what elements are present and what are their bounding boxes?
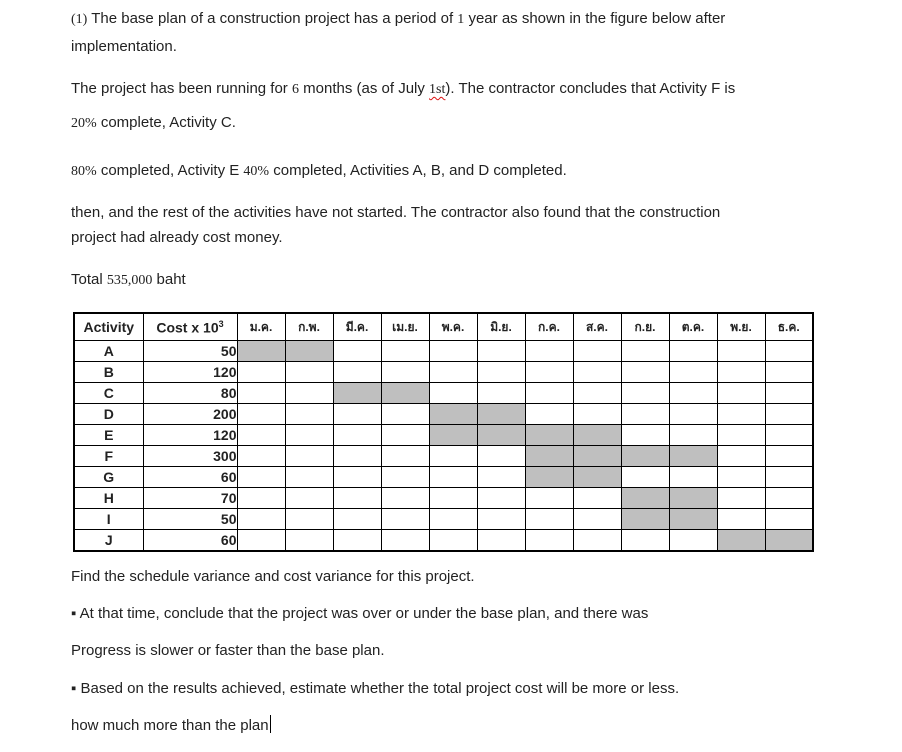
schedule-bar-cell bbox=[429, 425, 477, 446]
schedule-empty-cell bbox=[717, 467, 765, 488]
paragraph-remaining-line2: project had already cost money. bbox=[71, 229, 283, 246]
schedule-empty-cell bbox=[717, 509, 765, 530]
schedule-empty-cell bbox=[381, 404, 429, 425]
header-month-8: ส.ค. bbox=[573, 313, 621, 341]
schedule-empty-cell bbox=[429, 362, 477, 383]
question-estimate-line2[interactable] bbox=[71, 713, 271, 738]
schedule-empty-cell bbox=[237, 467, 285, 488]
activity-cell: J bbox=[74, 530, 143, 552]
schedule-empty-cell bbox=[621, 404, 669, 425]
e-percent: 40% bbox=[243, 164, 270, 179]
cost-cell: 60 bbox=[143, 530, 237, 552]
schedule-empty-cell bbox=[669, 362, 717, 383]
schedule-bar-cell bbox=[621, 488, 669, 509]
cost-cell: 50 bbox=[143, 341, 237, 362]
activity-cell: F bbox=[74, 446, 143, 467]
schedule-bar-cell bbox=[237, 341, 285, 362]
cost-cell: 70 bbox=[143, 488, 237, 509]
intro-text-a: The base plan of a construction project has a period of bbox=[91, 10, 454, 27]
schedule-empty-cell bbox=[429, 341, 477, 362]
cost-cell: 80 bbox=[143, 383, 237, 404]
intro-text-b: year as shown in the figure below after bbox=[468, 10, 726, 27]
schedule-empty-cell bbox=[237, 488, 285, 509]
schedule-empty-cell bbox=[765, 488, 813, 509]
schedule-empty-cell bbox=[333, 530, 381, 552]
schedule-empty-cell bbox=[669, 383, 717, 404]
schedule-bar-cell bbox=[669, 488, 717, 509]
schedule-empty-cell bbox=[333, 341, 381, 362]
schedule-empty-cell bbox=[717, 383, 765, 404]
header-month-3: มี.ค. bbox=[333, 313, 381, 341]
schedule-empty-cell bbox=[429, 383, 477, 404]
schedule-bar-cell bbox=[621, 446, 669, 467]
activity-cell: D bbox=[74, 404, 143, 425]
schedule-empty-cell bbox=[381, 362, 429, 383]
schedule-bar-cell bbox=[525, 425, 573, 446]
activity-cell: C bbox=[74, 383, 143, 404]
schedule-empty-cell bbox=[525, 362, 573, 383]
schedule-empty-cell bbox=[381, 446, 429, 467]
schedule-empty-cell bbox=[621, 341, 669, 362]
schedule-empty-cell bbox=[765, 467, 813, 488]
header-month-4: เม.ย. bbox=[381, 313, 429, 341]
table-row bbox=[74, 509, 813, 530]
schedule-empty-cell bbox=[333, 509, 381, 530]
paragraph-intro-line1 bbox=[71, 6, 725, 32]
schedule-empty-cell bbox=[237, 530, 285, 552]
activity-cell: E bbox=[74, 425, 143, 446]
schedule-empty-cell bbox=[765, 446, 813, 467]
header-cost-exponent: 3 bbox=[218, 318, 224, 329]
cost-cell: 120 bbox=[143, 362, 237, 383]
table-row bbox=[74, 404, 813, 425]
table-row bbox=[74, 488, 813, 509]
schedule-empty-cell bbox=[333, 425, 381, 446]
schedule-empty-cell bbox=[525, 341, 573, 362]
schedule-empty-cell bbox=[429, 467, 477, 488]
schedule-empty-cell bbox=[381, 425, 429, 446]
cost-cell: 300 bbox=[143, 446, 237, 467]
schedule-empty-cell bbox=[477, 530, 525, 552]
date-number: 1st bbox=[429, 82, 446, 97]
total-amount: 535,000 bbox=[106, 273, 153, 288]
schedule-empty-cell bbox=[285, 488, 333, 509]
schedule-empty-cell bbox=[717, 488, 765, 509]
schedule-bar-cell bbox=[573, 446, 621, 467]
question-over-under-line2: Progress is slower or faster than the base plan. bbox=[71, 642, 385, 659]
schedule-empty-cell bbox=[525, 383, 573, 404]
schedule-bar-cell bbox=[381, 383, 429, 404]
header-month-7: ก.ค. bbox=[525, 313, 573, 341]
paragraph-status bbox=[71, 76, 735, 102]
schedule-empty-cell bbox=[765, 362, 813, 383]
status-text-c: ). The contractor concludes that Activity F is bbox=[445, 80, 736, 97]
schedule-empty-cell bbox=[525, 404, 573, 425]
period-number: 1 bbox=[457, 12, 465, 27]
schedule-empty-cell bbox=[765, 404, 813, 425]
header-month-5: พ.ค. bbox=[429, 313, 477, 341]
schedule-empty-cell bbox=[573, 383, 621, 404]
table-row bbox=[74, 530, 813, 552]
schedule-empty-cell bbox=[669, 425, 717, 446]
total-unit: baht bbox=[156, 271, 186, 288]
schedule-empty-cell bbox=[717, 341, 765, 362]
table-row bbox=[74, 341, 813, 362]
schedule-empty-cell bbox=[285, 530, 333, 552]
paragraph-c-complete bbox=[71, 158, 567, 184]
gantt-body bbox=[74, 341, 813, 552]
cost-cell: 200 bbox=[143, 404, 237, 425]
header-month-9: ก.ย. bbox=[621, 313, 669, 341]
schedule-empty-cell bbox=[237, 446, 285, 467]
schedule-empty-cell bbox=[285, 467, 333, 488]
table-row bbox=[74, 425, 813, 446]
schedule-empty-cell bbox=[765, 509, 813, 530]
schedule-empty-cell bbox=[285, 425, 333, 446]
schedule-bar-cell bbox=[765, 530, 813, 552]
schedule-empty-cell bbox=[381, 341, 429, 362]
cost-cell: 120 bbox=[143, 425, 237, 446]
schedule-empty-cell bbox=[621, 530, 669, 552]
c-percent: 80% bbox=[71, 164, 97, 179]
paragraph-remaining-line1: then, and the rest of the activities have not started. The contractor also found that the construction bbox=[71, 204, 721, 221]
total-label: Total bbox=[71, 271, 103, 288]
header-month-2: ก.พ. bbox=[285, 313, 333, 341]
schedule-empty-cell bbox=[573, 341, 621, 362]
table-row bbox=[74, 467, 813, 488]
header-cost-label: Cost x 10 bbox=[156, 319, 219, 336]
schedule-empty-cell bbox=[621, 362, 669, 383]
schedule-empty-cell bbox=[477, 362, 525, 383]
question-estimate-line1: ▪ Based on the results achieved, estimate whether the total project cost will be more or less. bbox=[71, 680, 680, 697]
months-number: 6 bbox=[291, 82, 299, 97]
schedule-empty-cell bbox=[429, 509, 477, 530]
schedule-empty-cell bbox=[525, 509, 573, 530]
schedule-bar-cell bbox=[477, 404, 525, 425]
abd-complete-text: completed, Activities A, B, and D completed. bbox=[273, 162, 567, 179]
activity-cell: H bbox=[74, 488, 143, 509]
schedule-empty-cell bbox=[429, 530, 477, 552]
schedule-bar-cell bbox=[525, 446, 573, 467]
schedule-empty-cell bbox=[477, 341, 525, 362]
table-row bbox=[74, 362, 813, 383]
activity-cell: G bbox=[74, 467, 143, 488]
schedule-empty-cell bbox=[285, 404, 333, 425]
item-number: (1) bbox=[71, 12, 88, 27]
header-month-6: มิ.ย. bbox=[477, 313, 525, 341]
gantt-header-row bbox=[74, 313, 813, 341]
paragraph-f-complete bbox=[71, 110, 236, 136]
gantt-table bbox=[73, 312, 814, 552]
schedule-bar-cell bbox=[525, 467, 573, 488]
table-row bbox=[74, 383, 813, 404]
schedule-bar-cell bbox=[669, 509, 717, 530]
schedule-empty-cell bbox=[477, 488, 525, 509]
schedule-empty-cell bbox=[477, 509, 525, 530]
schedule-empty-cell bbox=[285, 383, 333, 404]
status-text-b: months (as of July bbox=[303, 80, 425, 97]
status-text-a: The project has been running for bbox=[71, 80, 288, 97]
schedule-empty-cell bbox=[669, 341, 717, 362]
cost-cell: 50 bbox=[143, 509, 237, 530]
schedule-empty-cell bbox=[573, 404, 621, 425]
schedule-empty-cell bbox=[765, 425, 813, 446]
estimate-text: how much more than the plan bbox=[71, 717, 269, 734]
schedule-empty-cell bbox=[477, 383, 525, 404]
schedule-empty-cell bbox=[237, 383, 285, 404]
schedule-bar-cell bbox=[669, 446, 717, 467]
f-percent: 20% bbox=[71, 116, 97, 131]
f-complete-text: complete, Activity C. bbox=[100, 114, 236, 131]
schedule-empty-cell bbox=[621, 383, 669, 404]
schedule-empty-cell bbox=[429, 446, 477, 467]
schedule-empty-cell bbox=[333, 362, 381, 383]
schedule-empty-cell bbox=[669, 404, 717, 425]
paragraph-intro-line2: implementation. bbox=[71, 38, 177, 55]
schedule-empty-cell bbox=[237, 509, 285, 530]
schedule-empty-cell bbox=[525, 530, 573, 552]
text-cursor bbox=[270, 715, 271, 733]
schedule-empty-cell bbox=[717, 404, 765, 425]
schedule-empty-cell bbox=[621, 425, 669, 446]
schedule-empty-cell bbox=[669, 467, 717, 488]
schedule-empty-cell bbox=[333, 488, 381, 509]
paragraph-total bbox=[71, 267, 186, 293]
schedule-empty-cell bbox=[381, 488, 429, 509]
schedule-bar-cell bbox=[429, 404, 477, 425]
activity-cell: B bbox=[74, 362, 143, 383]
schedule-empty-cell bbox=[285, 446, 333, 467]
schedule-bar-cell bbox=[477, 425, 525, 446]
schedule-empty-cell bbox=[381, 467, 429, 488]
schedule-bar-cell bbox=[573, 467, 621, 488]
schedule-empty-cell bbox=[429, 488, 477, 509]
schedule-empty-cell bbox=[237, 404, 285, 425]
schedule-empty-cell bbox=[285, 509, 333, 530]
schedule-empty-cell bbox=[573, 509, 621, 530]
cost-cell: 60 bbox=[143, 467, 237, 488]
schedule-empty-cell bbox=[285, 362, 333, 383]
schedule-empty-cell bbox=[237, 362, 285, 383]
schedule-empty-cell bbox=[477, 467, 525, 488]
header-month-10: ต.ค. bbox=[669, 313, 717, 341]
schedule-empty-cell bbox=[333, 446, 381, 467]
schedule-empty-cell bbox=[573, 362, 621, 383]
schedule-empty-cell bbox=[237, 425, 285, 446]
schedule-empty-cell bbox=[765, 341, 813, 362]
schedule-empty-cell bbox=[573, 530, 621, 552]
schedule-empty-cell bbox=[381, 530, 429, 552]
question-variance: Find the schedule variance and cost variance for this project. bbox=[71, 568, 475, 585]
schedule-bar-cell bbox=[621, 509, 669, 530]
schedule-bar-cell bbox=[285, 341, 333, 362]
header-month-11: พ.ย. bbox=[717, 313, 765, 341]
question-over-under-line1: ▪ At that time, conclude that the project was over or under the base plan, and there was bbox=[71, 605, 649, 622]
schedule-empty-cell bbox=[333, 404, 381, 425]
schedule-empty-cell bbox=[381, 509, 429, 530]
schedule-empty-cell bbox=[477, 446, 525, 467]
header-cost bbox=[143, 313, 237, 341]
schedule-empty-cell bbox=[717, 362, 765, 383]
table-row bbox=[74, 446, 813, 467]
activity-cell: A bbox=[74, 341, 143, 362]
schedule-empty-cell bbox=[669, 530, 717, 552]
schedule-empty-cell bbox=[765, 383, 813, 404]
activity-cell: I bbox=[74, 509, 143, 530]
schedule-empty-cell bbox=[573, 488, 621, 509]
schedule-empty-cell bbox=[621, 467, 669, 488]
schedule-empty-cell bbox=[333, 467, 381, 488]
schedule-bar-cell bbox=[333, 383, 381, 404]
header-month-12: ธ.ค. bbox=[765, 313, 813, 341]
header-month-1: ม.ค. bbox=[237, 313, 285, 341]
header-activity: Activity bbox=[74, 313, 143, 341]
c-complete-text: completed, Activity E bbox=[100, 162, 240, 179]
schedule-empty-cell bbox=[717, 425, 765, 446]
schedule-empty-cell bbox=[525, 488, 573, 509]
schedule-bar-cell bbox=[717, 530, 765, 552]
schedule-empty-cell bbox=[717, 446, 765, 467]
schedule-bar-cell bbox=[573, 425, 621, 446]
